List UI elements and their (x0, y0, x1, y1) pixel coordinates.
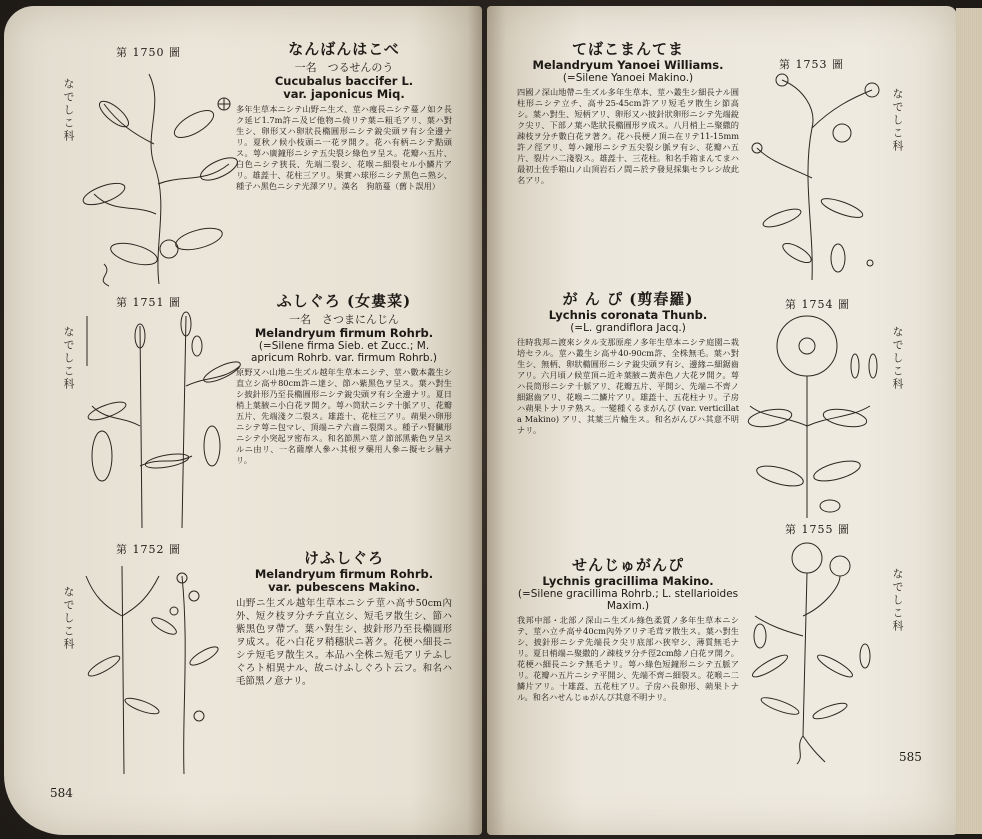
entry-description: 我邦中部・北部ノ深山ニ生ズル綠色柔質ノ多年生草本ニシテ、莖ハ立チ高サ40cm內外アリテ毛茸ヲ散生ス。葉ハ對生シ、披針形ニシテ先端長ク尖リ底部ハ狹窄シ、薄質無毛ナリ。夏日梢端ニ聚繖的ノ疎枝ヲ分チ徑2cm餘ノ白花ヲ開ク。花梗ハ細長ニシテ無毛ナリ。萼ハ綠色短鐘形ニシテ五脈アリ。花瓣ハ五片ニシテ平開シ、先端不齊ニ細裂ス。花喉ニ二鱗片アリ。十雄蕋、五花柱アリ。子房ハ長卵形、蒴果トナル。和名ハせんじゅがんぴ其意不明ナリ。 (517, 615, 739, 702)
entry-latin-synonym: (=Silene Yanoei Makino.) (562, 72, 694, 84)
entry-title: が ん ぴ (剪春羅) (562, 290, 694, 308)
illustration-melandryum-pubescens (84, 556, 234, 776)
entry-nanbanhakobe (236, 38, 452, 290)
family-label-1751: なでしこ科 (62, 326, 75, 391)
entry-kefushiguro (236, 547, 452, 779)
figure-label-1754: 第 1754 圖 (785, 298, 850, 311)
entry-latin-synonym: (=Silene firma Sieb. et Zucc.; M. apricum Rohrb. var. firmum Rohrb.) (250, 340, 438, 364)
entry-senjuganpi (517, 554, 739, 765)
figure-label-1755: 第 1755 圖 (785, 523, 850, 536)
entry-description: 山野ニ生ズル越年生草本ニシテ莖ハ高サ50cm內外、短ク枝ヲ分チテ直立シ、短毛ヲ散生シ、節ハ紫黑色ヲ帶ブ。葉ハ對生シ、披針形乃至長橢圓形ヲ成ス。花ハ白花ヲ稍穗狀ニ著ク。花梗ハ細長ニシテ短毛ヲ散生ス。本品ハ全株ニ短毛アリテふしぐろト相異ナル、故ニけふしぐろト云フ。和名ハ毛節黑ノ意ナリ。 (236, 598, 452, 687)
illustration-tebakomanteme (742, 68, 892, 283)
illustration-cucubalus (74, 64, 244, 289)
entry-description: 原野又ハ山地ニ生ズル越年生草本ニシテ、莖ハ數本叢生シ直立シ高サ80cm許ニ達シ、節ハ紫黑色ヲ呈ス。葉ハ對生シ披針形乃至長橢圓形ニシテ銳尖頭ヲ有シ全邊ナリ。夏日梢上葉腋ニ小白花ヲ開ク。萼ハ筒狀ニシテ十脈アリ、花瓣五片、先端淺ク二裂ス。雄蕋十、花柱三アリ。蒴果ハ卵形ニシテ萼ニ包マレ、頂端ニテ六齒ニ裂開ス。種子ハ腎臟形ニシテ小突起ヲ密布ス。和名節黑ハ莖ノ節部黑紫色ヲ呈スルニ由リ、一名薩摩人參ハ其根ヲ藥用人參ニ擬セシ稱ナリ。 (236, 367, 452, 465)
entry-ganpi (517, 288, 739, 533)
right-page (487, 6, 957, 835)
entry-latin: Melandryum Yanoei Williams. (532, 58, 724, 72)
entry-latin: Melandryum firmum Rohrb. (254, 567, 434, 581)
page-block-edge (956, 8, 982, 834)
family-label-1750: なでしこ科 (62, 78, 75, 143)
family-label-1755: なでしこ科 (891, 568, 904, 633)
entry-description: 往時我邦ニ渡來シタル支那原産ノ多年生草本ニシテ庭園ニ栽培セラル。莖ハ叢生シ高サ40-90cm許、全株無毛。葉ハ對生シ、無柄、卵狀橢圓形ニシテ銳尖頭ヲ有シ、邊緣ニ細鋸齒アリ。六月頃ノ候莖頂ニ近キ葉腋ニ黃赤色ノ大花ヲ開ク。萼ハ長筒形ニシテ十脈アリ、花瓣五片、平開シ、先端ニ不齊ノ細鋸齒アリ、花喉ニ二鱗片アリ。雄蕋十、五花柱ナリ。子房ハ蒴果トナリテ熟ス。一變種くるまがんぴ (var. verticillata Makino) アリ、其葉三片輪生ス。和名がんぴハ其意不明ナリ。 (517, 337, 739, 435)
entry-tebakomanteme (517, 38, 739, 257)
family-label-1754: なでしこ科 (891, 326, 904, 391)
entry-title: ふしぐろ (女婁菜) (276, 292, 412, 310)
entry-alt-name: 一名 つるせんのう (294, 61, 394, 74)
page-number-right: 585 (899, 750, 922, 764)
illustration-melandryum-firmum (82, 306, 247, 531)
entry-title: せんじゅがんぴ (571, 556, 684, 574)
entry-description: 多年生草本ニシテ山野ニ生ズ、莖ハ痩長ニシテ蔓ノ如ク長ク延ビ1.7m許ニ及ビ他物ニ倚リテ葉ニ粗毛アリ、葉ハ對生シ、卵形又ハ卵狀長橢圓形ニシテ銳尖頭ヲ有シ全邊ナリ。夏秋ノ候小枝頭ニ一花ヲ開ク。花ハ有柄ニシテ點頭ス。萼ハ廣鐘形ニシテ五尖裂シ綠色ヲ呈ス。花瓣ハ五片、白色ニシテ狹長、先端二裂シ、花喉ニ細裂セル小鱗片アリ。雄蕋十、花柱三アリ。果實ハ球形ニシテ黑色ニ熟シ、種子ハ黑色ニシテ光澤アリ。漢名 狗筋蔓（舊ト誤用） (236, 104, 452, 191)
entry-alt-name: 一名 さつまにんじん (289, 313, 399, 326)
entry-latin: Lychnis coronata Thunb. (548, 308, 708, 322)
entry-latin: Cucubalus baccifer L. (274, 74, 414, 88)
entry-latin: Melandryum firmum Rohrb. (254, 326, 434, 340)
entry-latin-var: var. japonicus Miq. (283, 87, 405, 101)
figure-label-1750: 第 1750 圖 (116, 46, 181, 59)
entry-title: けふしぐろ (303, 549, 384, 567)
family-label-1753: なでしこ科 (891, 88, 904, 153)
entry-latin-synonym: (=Silene gracillima Rohrb.; L. stellarioides Maxim.) (517, 588, 739, 612)
entry-title: なんばんはこべ (288, 40, 400, 58)
entry-latin: Lychnis gracillima Makino. (542, 574, 714, 588)
left-page (4, 6, 482, 835)
entry-latin-synonym: (=L. grandiflora Jacq.) (570, 322, 686, 334)
family-label-1752: なでしこ科 (62, 586, 75, 651)
illustration-senjuganpi (745, 536, 890, 766)
entry-latin-var: var. pubescens Makino. (268, 580, 420, 594)
figure-label-1751: 第 1751 圖 (116, 296, 181, 309)
figure-label-1753: 第 1753 圖 (779, 58, 844, 71)
illustration-ganpi (745, 306, 890, 521)
entry-description: 四國ノ深山地帶ニ生ズル多年生草本、莖ハ叢生シ細長ナル圓柱形ニシテ立チ、高サ25-45cm許アリ短毛ヲ散生シ節高シ。葉ハ對生、短柄アリ、卵形又ハ披針狀卵形ニシテ先端銳ク尖リ、下部ノ葉ハ匙狀長橢圓形ヲ成ス。八月梢上ニ聚繖的疎枝ヲ分チ數白花ヲ著ク。花ハ長梗ノ頂ニ在リテ11-15mm許ノ徑アリ、萼ハ鐘形ニシテ五尖裂シ脈ヲ有シ、花瓣ハ五片、裂片ハ二淺裂ス。雄蕋十、三花柱。和名手箱まんてまハ最初土佐手箱山ノ山頂岩石ノ間ニ於テ發見採集セラレシ故此名アリ。 (517, 87, 739, 185)
entry-title: てばこまんてま (571, 40, 684, 58)
figure-label-1752: 第 1752 圖 (116, 543, 181, 556)
entry-fushiguro (236, 290, 452, 553)
page-number-left: 584 (50, 786, 73, 800)
